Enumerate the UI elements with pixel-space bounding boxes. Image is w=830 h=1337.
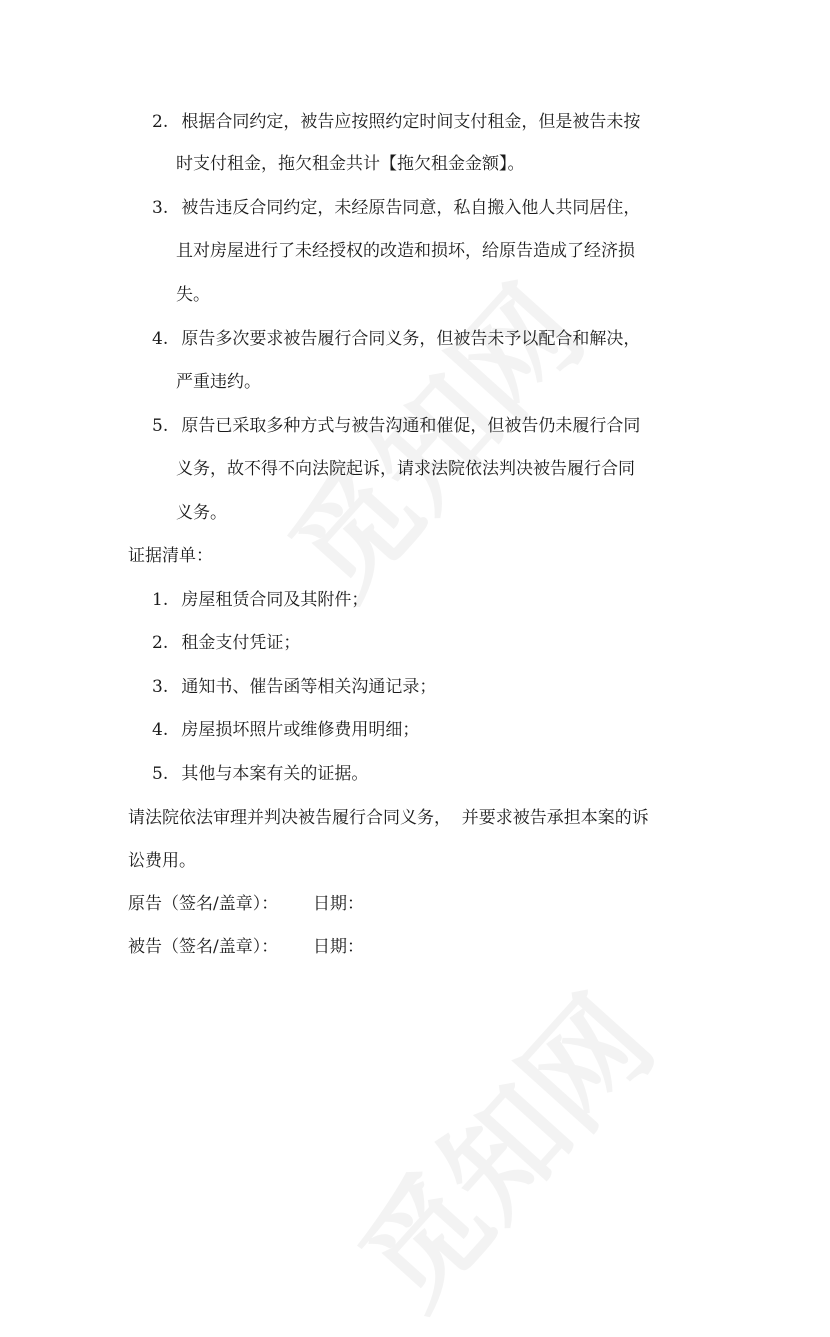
evidence-item-3 — [152, 675, 436, 699]
evidence-item-1 — [152, 588, 368, 612]
list-text: 根据合同约定，被告应按照约定时间支付租金，但是被告未按 — [181, 112, 641, 132]
list-text-continuation: 义务，故不得不向法院起诉，请求法院依法判决被告履行合同 — [176, 459, 635, 479]
list-text-continuation: 时支付租金，拖欠租金共计【拖欠租金金额】。 — [176, 154, 525, 174]
list-text-continuation: 且对房屋进行了未经授权的改造和损坏，给原告造成了经济损 — [176, 241, 635, 261]
list-number: 2. — [152, 633, 169, 653]
evidence-text: 通知书、催告函等相关沟通记录； — [181, 677, 437, 697]
list-number: 4. — [152, 720, 169, 740]
evidence-text: 其他与本案有关的证据。 — [181, 764, 369, 784]
request-paragraph: 请法院依法审理并判决被告履行合同义务， 并要求被告承担本案的诉 — [128, 808, 649, 828]
list-number: 2. — [152, 112, 169, 132]
list-item-3 — [152, 196, 640, 220]
defendant-signature-line — [128, 935, 364, 959]
list-number: 4. — [152, 329, 169, 349]
list-number: 5. — [152, 416, 169, 436]
evidence-text: 租金支付凭证； — [181, 633, 301, 653]
list-item-4 — [152, 327, 640, 351]
list-number: 5. — [152, 764, 169, 784]
list-item-2 — [152, 110, 640, 134]
evidence-heading: 证据清单： — [128, 546, 213, 566]
list-text-continuation: 失。 — [176, 285, 210, 305]
date-label: 日期： — [313, 894, 365, 914]
list-text-continuation: 严重违约。 — [176, 372, 261, 392]
list-item-5 — [152, 414, 640, 438]
plaintiff-signature-line — [128, 892, 364, 916]
evidence-item-2 — [152, 631, 300, 655]
evidence-item-4 — [152, 718, 419, 742]
evidence-text: 房屋损坏照片或维修费用明细； — [181, 720, 420, 740]
date-label: 日期： — [313, 937, 365, 957]
plaintiff-sign-label: 原告（签名/盖章）： — [128, 894, 279, 914]
list-text: 原告多次要求被告履行合同义务，但被告未予以配合和解决， — [181, 329, 641, 349]
list-number: 1. — [152, 590, 169, 610]
evidence-text: 房屋租赁合同及其附件； — [181, 590, 369, 610]
list-text: 被告违反合同约定，未经原告同意，私自搬入他人共同居住， — [181, 198, 641, 218]
list-text: 原告已采取多种方式与被告沟通和催促，但被告仍未履行合同 — [181, 416, 641, 436]
list-text-continuation: 义务。 — [176, 503, 227, 523]
defendant-sign-label: 被告（签名/盖章）： — [128, 937, 279, 957]
evidence-item-5 — [152, 762, 368, 786]
list-number: 3. — [152, 677, 169, 697]
request-paragraph-continuation: 讼费用。 — [128, 851, 196, 871]
watermark — [316, 955, 685, 1337]
list-number: 3. — [152, 198, 169, 218]
